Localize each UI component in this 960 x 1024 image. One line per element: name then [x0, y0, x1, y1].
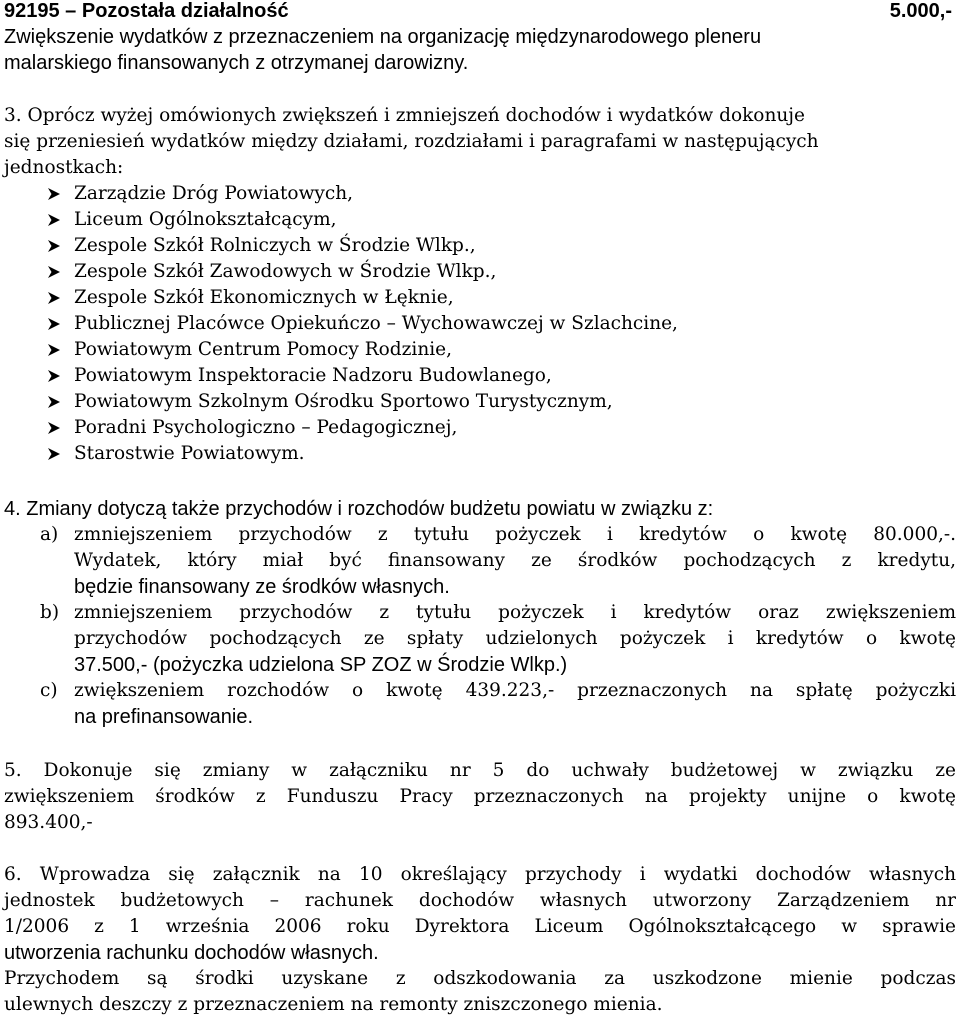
list-item — [4, 233, 956, 259]
list-item — [4, 363, 956, 389]
section-heading — [4, 0, 956, 22]
section-5-line: 893.400,- — [4, 812, 93, 833]
list-item — [4, 389, 956, 415]
item-marker: a) — [40, 524, 59, 545]
arrowhead-bullet-icon — [48, 266, 60, 278]
section-6-line: 1/2006 z 1 września 2006 roku Dyrektora Liceum Ogólnokształcącego w sprawie — [4, 916, 956, 937]
item-marker: c) — [40, 680, 58, 701]
section-5-line: zwiększeniem środków z Funduszu Pracy przeznaczonych na projekty unijne o kwotę — [4, 786, 956, 807]
units-list — [4, 181, 956, 467]
item-line: Wydatek, który miał być finansowany ze środków pochodzących z kredytu, — [74, 550, 956, 571]
unit-name: Starostwie Powiatowym. — [74, 443, 305, 464]
intro-line: malarskiego finansowanych z otrzymanej darowizny. — [4, 52, 469, 74]
list-item — [4, 259, 956, 285]
unit-name: Poradni Psychologiczno – Pedagogicznej, — [74, 417, 458, 438]
section-3 — [4, 103, 956, 467]
list-item — [4, 181, 956, 207]
list-item — [4, 207, 956, 233]
list-item-c — [4, 678, 956, 730]
arrowhead-bullet-icon — [48, 396, 60, 408]
list-item — [4, 415, 956, 441]
item-line: będzie finansowany ze środków własnych. — [74, 576, 450, 598]
arrowhead-bullet-icon — [48, 422, 60, 434]
section-6-line: utworzenia rachunku dochodów własnych. — [4, 942, 379, 964]
item-line: 37.500,- (pożyczka udzielona SP ZOZ w Środzie Wlkp.) — [74, 654, 568, 676]
item-line: zmniejszeniem przychodów z tytułu pożyczek i kredytów oraz zwiększeniem — [74, 602, 956, 623]
unit-name: Zespole Szkół Ekonomicznych w Łęknie, — [74, 287, 454, 308]
arrowhead-bullet-icon — [48, 370, 60, 382]
section-6-line: 6. Wprowadza się załącznik na 10 określający przychody i wydatki dochodów własnych — [4, 864, 956, 885]
section-6 — [4, 862, 956, 1018]
arrowhead-bullet-icon — [48, 292, 60, 304]
item-line: na prefinansowanie. — [74, 706, 254, 728]
intro-paragraph — [4, 24, 956, 76]
item-marker: b) — [40, 602, 60, 623]
section-4-intro: 4. Zmiany dotyczą także przychodów i rozchodów budżetu powiatu w związku z: — [4, 498, 714, 520]
list-item-b — [4, 600, 956, 678]
heading-amount: 5.000,- — [889, 0, 952, 22]
item-line: przychodów pochodzących ze spłaty udzielonych pożyczek i kredytów o kwotę — [74, 628, 956, 649]
section-6-extra-line: ulewnych deszczy z przeznaczeniem na remonty zniszczonego mienia. — [4, 994, 663, 1015]
unit-name: Powiatowym Centrum Pomocy Rodzinie, — [74, 339, 452, 360]
item-line: zwiększeniem rozchodów o kwotę 439.223,- przeznaczonych na spłatę pożyczki — [74, 680, 956, 701]
arrowhead-bullet-icon — [48, 240, 60, 252]
list-item — [4, 311, 956, 337]
list-item — [4, 337, 956, 363]
unit-name: Powiatowym Szkolnym Ośrodku Sportowo Turystycznym, — [74, 391, 613, 412]
list-item — [4, 285, 956, 311]
unit-name: Powiatowym Inspektoracie Nadzoru Budowlanego, — [74, 365, 552, 386]
unit-name: Publicznej Placówce Opiekuńczo – Wychowawczej w Szlachcine, — [74, 313, 678, 334]
unit-name: Zarządzie Dróg Powiatowych, — [74, 183, 354, 204]
arrowhead-bullet-icon — [48, 344, 60, 356]
section-6-line: jednostek budżetowych – rachunek dochodów własnych utworzony Zarządzeniem nr — [4, 890, 956, 911]
unit-name: Liceum Ogólnokształcącym, — [74, 209, 337, 230]
arrowhead-bullet-icon — [48, 188, 60, 200]
intro-line: Zwiększenie wydatków z przeznaczeniem na organizację międzynarodowego pleneru — [4, 26, 762, 48]
item-line: zmniejszeniem przychodów z tytułu pożyczek i kredytów o kwotę 80.000,-. — [74, 524, 956, 545]
section-6-extra-line: Przychodem są środki uzyskane z odszkodowania za uszkodzone mienie podczas — [4, 968, 956, 989]
classification-code: 92195 – Pozostała działalność — [4, 0, 289, 22]
section-4 — [4, 496, 956, 730]
arrowhead-bullet-icon — [48, 318, 60, 330]
list-item — [4, 441, 956, 467]
unit-name: Zespole Szkół Rolniczych w Środzie Wlkp., — [74, 235, 476, 256]
section-3-line: jednostkach: — [4, 157, 124, 178]
list-item-a — [4, 522, 956, 600]
section-3-line: się przeniesień wydatków między działami, rozdziałami i paragrafami w następujących — [4, 131, 819, 152]
section-5-line: 5. Dokonuje się zmiany w załączniku nr 5 do uchwały budżetowej w związku ze — [4, 760, 956, 781]
unit-name: Zespole Szkół Zawodowych w Środzie Wlkp., — [74, 261, 497, 282]
arrowhead-bullet-icon — [48, 214, 60, 226]
section-3-line: 3. Oprócz wyżej omówionych zwiększeń i zmniejszeń dochodów i wydatków dokonuje — [4, 105, 805, 126]
arrowhead-bullet-icon — [48, 448, 60, 460]
section-5 — [4, 758, 956, 836]
